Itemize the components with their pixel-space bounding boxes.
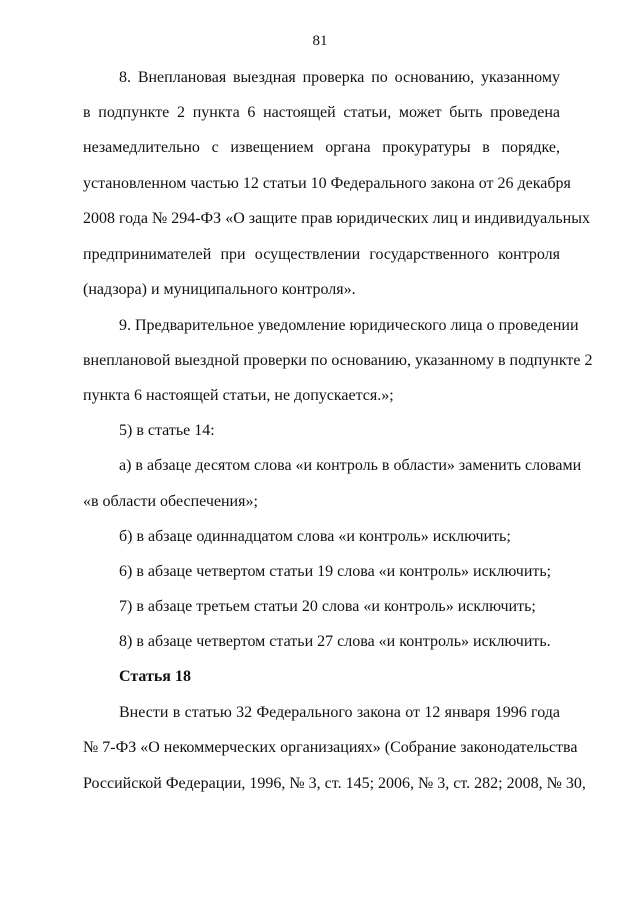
text-line: 6) в абзаце четвертом статьи 19 слова «и контроль» исключить; xyxy=(119,563,552,580)
article-heading: Статья 18 xyxy=(119,668,191,685)
text-line: 9. Предварительное уведомление юридического лица о проведении xyxy=(119,317,579,334)
text-line: пункта 6 настоящей статьи, не допускается.»; xyxy=(83,387,394,404)
text-line: Внести в статью 32 Федерального закона от 12 января 1996 года xyxy=(119,704,560,721)
text-line: «в области обеспечения»; xyxy=(83,493,258,510)
text-line: (надзора) и муниципального контроля». xyxy=(83,281,356,298)
page-number: 81 xyxy=(312,33,328,49)
text-line: 2008 года № 294-ФЗ «О защите прав юридических лиц и индивидуальных xyxy=(83,210,590,227)
text-line: № 7-ФЗ «О некоммерческих организациях» (Собрание законодательства xyxy=(83,739,578,756)
text-line: внеплановой выездной проверки по основанию, указанному в подпункте 2 xyxy=(83,352,593,369)
text-line: предпринимателей при осуществлении государственного контроля xyxy=(83,246,560,263)
text-line: а) в абзаце десятом слова «и контроль в области» заменить словами xyxy=(119,457,582,474)
text-line: 7) в абзаце третьем статьи 20 слова «и контроль» исключить; xyxy=(119,598,536,615)
text-line: 8. Внеплановая выездная проверка по основанию, указанному xyxy=(119,69,560,86)
text-line: установленном частью 12 статьи 10 Федерального закона от 26 декабря xyxy=(83,175,571,192)
text-line: незамедлительно с извещением органа прокуратуры в порядке, xyxy=(83,139,560,156)
text-line: 5) в статье 14: xyxy=(119,422,215,439)
text-line: 8) в абзаце четвертом статьи 27 слова «и контроль» исключить. xyxy=(119,633,551,650)
text-line: б) в абзаце одиннадцатом слова «и контроль» исключить; xyxy=(119,528,511,545)
text-line: Российской Федерации, 1996, № 3, ст. 145; 2006, № 3, ст. 282; 2008, № 30, xyxy=(83,775,586,792)
text-line: в подпункте 2 пункта 6 настоящей статьи, может быть проведена xyxy=(83,104,560,121)
